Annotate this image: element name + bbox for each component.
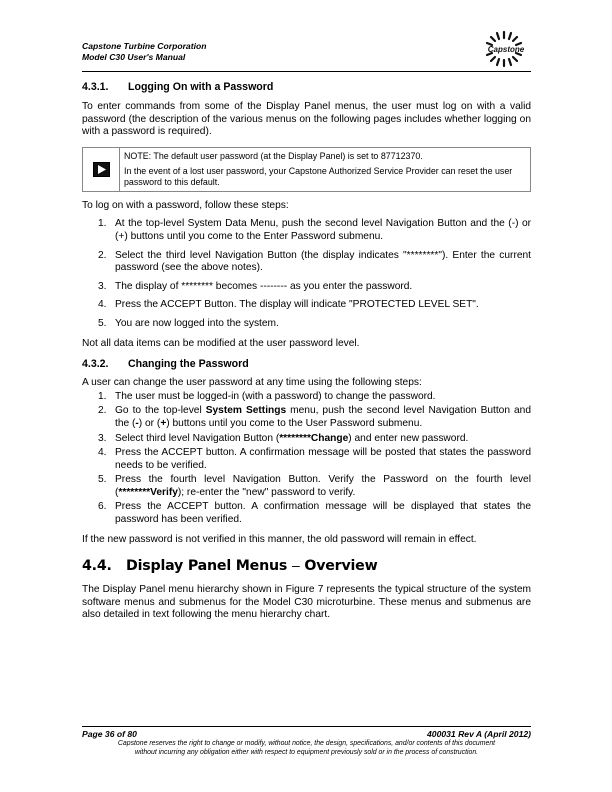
section-4-3-1-heading <box>82 81 531 94</box>
change-intro: A user can change the user password at any time using the following steps: <box>82 377 422 389</box>
section-4-4-heading <box>82 558 531 575</box>
list-item: 5. You are now logged into the system. <box>98 317 279 329</box>
footer-divider <box>82 726 531 727</box>
section-number: 4.3.1. <box>82 81 109 93</box>
list-item: 3. The display of ******** becomes -------- as you enter the password. <box>98 280 413 292</box>
section-number: 4.3.2. <box>82 358 109 371</box>
list-item: 5. Press the fourth level Navigation Button. Verify the Password on the fourth level (********Verify); re-enter the "new" password to verify. <box>98 474 531 498</box>
section-4-3-2-heading <box>82 358 531 371</box>
note-text <box>120 148 530 191</box>
list-item: 1. The user must be logged-in (with a password) to change the password. <box>98 390 436 402</box>
overview-paragraph: The Display Panel menu hierarchy shown in Figure 7 represents the typical structure of the system software menus and submenus for the Model C30 microturbine. These menus and submenus are also detailed in text following the menu hierarchy chart. <box>82 584 531 621</box>
header-manual: Model C30 User's Manual <box>82 51 186 62</box>
header-divider <box>82 71 531 72</box>
note-lost-password: In the event of a lost user password, your Capstone Authorized Service Provider can reset the user password to this default. <box>124 165 513 187</box>
header-company: Capstone Turbine Corporation <box>82 41 207 51</box>
note-default-password: NOTE: The default user password (at the Display Panel) is set to 87712370. <box>124 150 423 161</box>
list-item: 6. Press the ACCEPT button. A confirmation message will be displayed that states the password has been verified. <box>98 501 531 526</box>
logon-steps-list <box>82 218 531 330</box>
footer-disclaimer <box>82 740 531 757</box>
document-revision: 400031 Rev A (April 2012) <box>427 729 531 739</box>
page-header <box>82 41 532 62</box>
section-title: Logging On with a Password <box>128 81 274 93</box>
section-title-overview: Overview <box>304 558 378 575</box>
list-item: 2. Go to the top-level System Settings menu, push the second level Navigation Button and the (-) or (+) buttons until you come to the User Password submenu. <box>98 405 532 429</box>
section-title-main: Display Panel Menus <box>126 558 288 575</box>
list-item: 4. Press the ACCEPT Button. The display will indicate "PROTECTED LEVEL SET". <box>98 299 479 311</box>
intro-paragraph: To enter commands from some of the Display Panel menus, the user must log on with a valid password (the description of the various menus on the following pages includes whether logging on with a password is required). <box>82 101 531 138</box>
list-item: 1. At the top-level System Data Menu, push the second level Navigation Button and the (-) or (+) buttons until you come to the Enter Password submenu. <box>98 218 531 242</box>
logon-closing: Not all data items can be modified at the user password level. <box>82 337 360 349</box>
steps-intro: To log on with a password, follow these steps: <box>82 199 289 211</box>
disclaimer-line-1: Capstone reserves the right to change or modify, without notice, the design, specifications, and/or contents of this document <box>117 740 496 747</box>
section-title: Changing the Password <box>128 358 249 371</box>
list-item: 3. Select third level Navigation Button (********Change) and enter new password. <box>98 432 469 444</box>
title-dash: – <box>291 558 300 575</box>
play-arrow-icon <box>93 162 110 177</box>
section-number: 4.4. <box>82 558 112 575</box>
list-item: 4. Press the ACCEPT button. A confirmation message will be posted that states the password needs to be verified. <box>98 447 531 471</box>
capstone-logo-icon <box>476 28 532 70</box>
note-box <box>82 147 531 192</box>
change-steps-list <box>82 391 531 527</box>
disclaimer-line-2: without incurring any obligation either with respect to equipment previously sold or in the process of construction. <box>134 748 479 756</box>
note-icon-cell <box>83 148 120 191</box>
list-item: 2. Select the third level Navigation Button (the display indicates "********"). Enter the current password (see the above notes). <box>98 249 531 274</box>
page-number: Page 36 of 80 <box>82 729 137 739</box>
logo-text: Capstone <box>487 45 525 54</box>
page-content <box>82 79 531 622</box>
change-closing: If the new password is not verified in this manner, the old password will remain in effect. <box>82 533 477 545</box>
